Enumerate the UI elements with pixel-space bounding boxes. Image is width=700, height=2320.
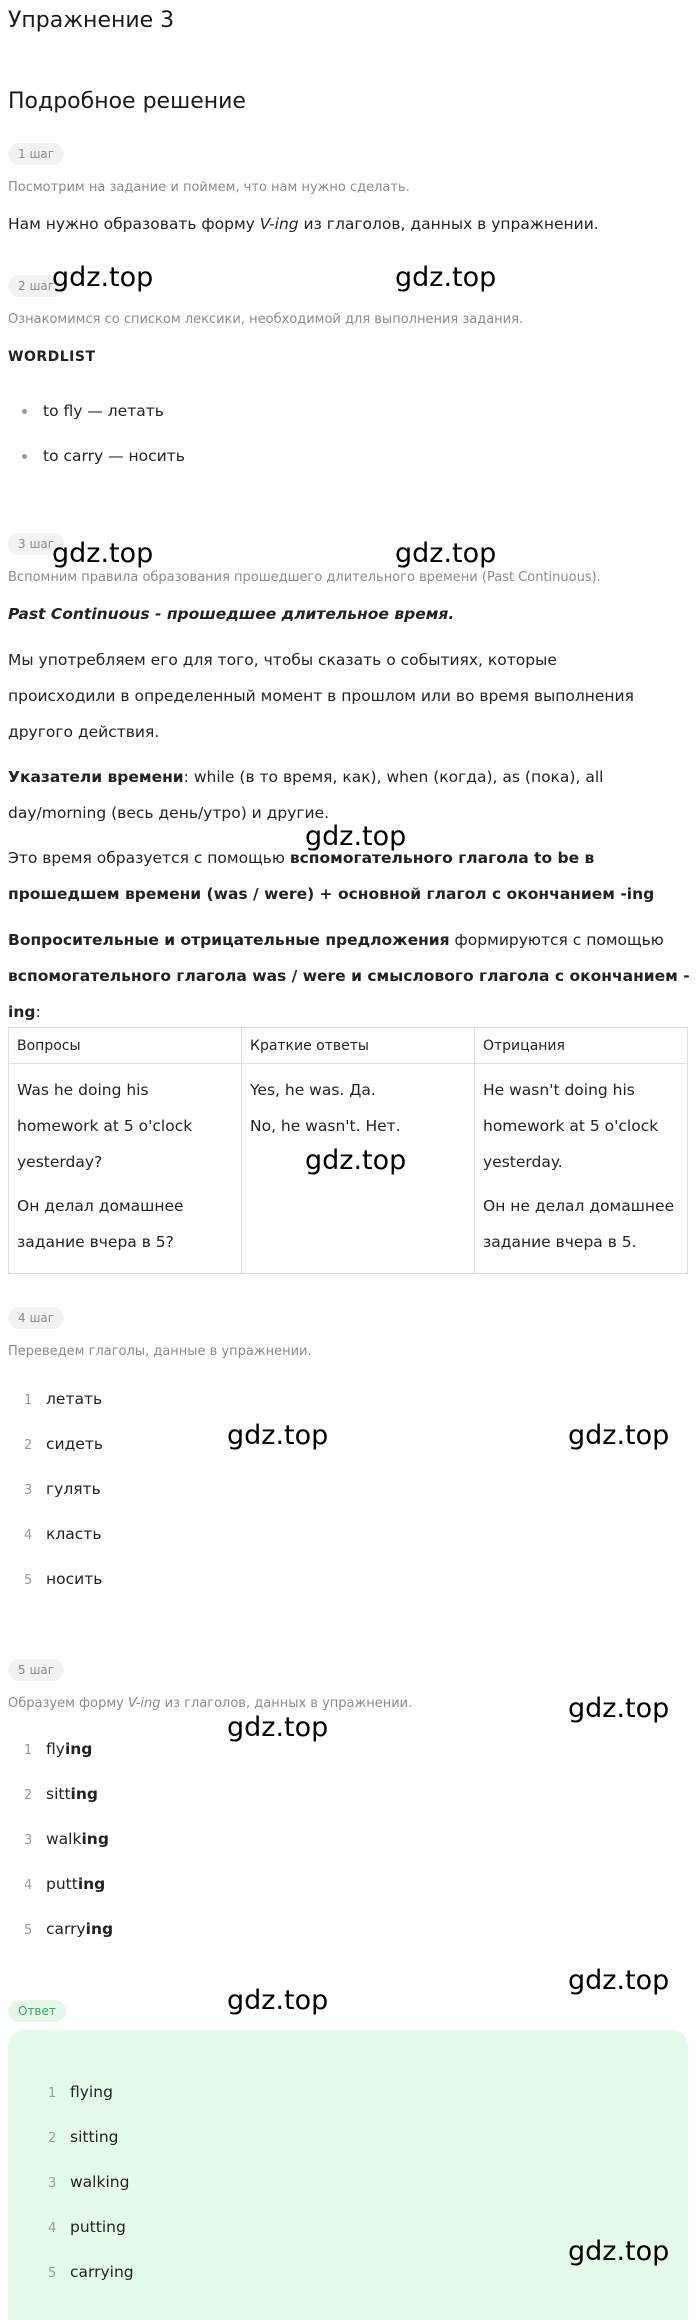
wordlist-item: to carry — носить: [22, 447, 185, 465]
watermark: gdz.top: [227, 1712, 329, 1743]
answer-item: 5 carrying: [48, 2263, 134, 2281]
step-1-text: Нам нужно образовать форму V-ing из глаголов, данных в упражнении.: [8, 215, 599, 233]
questions-line: вспомогательного глагола was / were и смыслового глагола с окончанием -: [8, 967, 690, 985]
questions-line: ing:: [8, 1003, 41, 1021]
watermark: gdz.top: [568, 1693, 670, 1724]
section-subtitle: Подробное решение: [8, 89, 246, 114]
table-cell-short-answers: Yes, he was. Да. No, he wasn't. Нет.: [242, 1064, 475, 1274]
watermark: gdz.top: [395, 262, 497, 293]
step-4-description: Переведем глаголы, данные в упражнении.: [8, 1344, 312, 1359]
formation-line: Это время образуется с помощью вспомогательного глагола to be в: [8, 849, 595, 867]
step-1-description: Посмотрим на задание и поймем, что нам нужно сделать.: [8, 180, 410, 195]
table-cell-negations: He wasn't doing his homework at 5 o'clock yesterday. Он не делал домашнее задание вчера в 5.: [475, 1064, 688, 1274]
list-item: 1 летать: [24, 1390, 103, 1408]
answer-badge: Ответ: [8, 2000, 66, 2022]
usage-line: происходили в определенный момент в прошлом или во время выполнения: [8, 687, 634, 705]
formation-line: прошедшем времени (was / were) + основной глагол с окончанием -ing: [8, 885, 655, 903]
step-5-badge: 5 шаг: [8, 1659, 64, 1681]
watermark: gdz.top: [52, 262, 154, 293]
table-header: Краткие ответы: [242, 1028, 475, 1064]
table-cell-questions: Was he doing his homework at 5 o'clock yesterday? Он делал домашнее задание вчера в 5?: [9, 1064, 242, 1274]
list-item: 2 sitting: [24, 1785, 98, 1803]
list-item: 5 carrying: [24, 1920, 114, 1938]
list-item: 1 flying: [24, 1740, 93, 1758]
wordlist-item: to fly — летать: [22, 402, 164, 420]
watermark: gdz.top: [568, 1420, 670, 1451]
list-item: 3 walking: [24, 1830, 109, 1848]
watermark: gdz.top: [227, 1985, 329, 2016]
watermark: gdz.top: [227, 1420, 329, 1451]
answer-item: 3 walking: [48, 2173, 130, 2191]
step-3-description: Вспомним правила образования прошедшего длительного времени (Past Continuous).: [8, 570, 601, 585]
table-header: Отрицания: [475, 1028, 688, 1064]
list-item: 4 putting: [24, 1875, 106, 1893]
answer-item: 2 sitting: [48, 2128, 119, 2146]
step-3-badge: 3 шаг: [8, 533, 64, 555]
bullet-icon: [22, 409, 27, 414]
page-title: Упражнение 3: [8, 8, 175, 33]
questions-line: Вопросительные и отрицательные предложения формируются с помощью: [8, 931, 664, 949]
step-4-badge: 4 шаг: [8, 1307, 64, 1329]
list-item: 5 носить: [24, 1570, 103, 1588]
definition-text: Past Continuous - прошедшее длительное время.: [8, 605, 455, 623]
step-2-description: Ознакомимся со списком лексики, необходимой для выполнения задания.: [8, 312, 524, 327]
watermark: gdz.top: [395, 538, 497, 569]
list-item: 4 класть: [24, 1525, 102, 1543]
step-5-description: Образуем форму V-ing из глаголов, данных в упражнении.: [8, 1696, 413, 1711]
usage-line: Мы употребляем его для того, чтобы сказать о событиях, которые: [8, 651, 557, 669]
list-item: 3 гулять: [24, 1480, 101, 1498]
time-markers-line: Указатели времени: while (в то время, как), when (когда), as (пока), all: [8, 768, 604, 786]
list-item: 2 сидеть: [24, 1435, 104, 1453]
watermark: gdz.top: [568, 1965, 670, 1996]
usage-line: другого действия.: [8, 723, 160, 741]
bullet-icon: [22, 454, 27, 459]
table-header: Вопросы: [9, 1028, 242, 1064]
watermark: gdz.top: [305, 1145, 407, 1176]
watermark: gdz.top: [568, 2236, 670, 2267]
watermark: gdz.top: [52, 538, 154, 569]
watermark: gdz.top: [305, 821, 407, 852]
answer-item: 4 putting: [48, 2218, 126, 2236]
table-header-row: [9, 1028, 688, 1064]
answer-item: 1 flying: [48, 2083, 113, 2101]
wordlist-label: WORDLIST: [8, 349, 96, 365]
time-markers-line: day/morning (весь день/утро) и другие.: [8, 804, 330, 822]
step-2-badge: 2 шаг: [8, 275, 64, 297]
step-1-badge: 1 шаг: [8, 143, 64, 165]
